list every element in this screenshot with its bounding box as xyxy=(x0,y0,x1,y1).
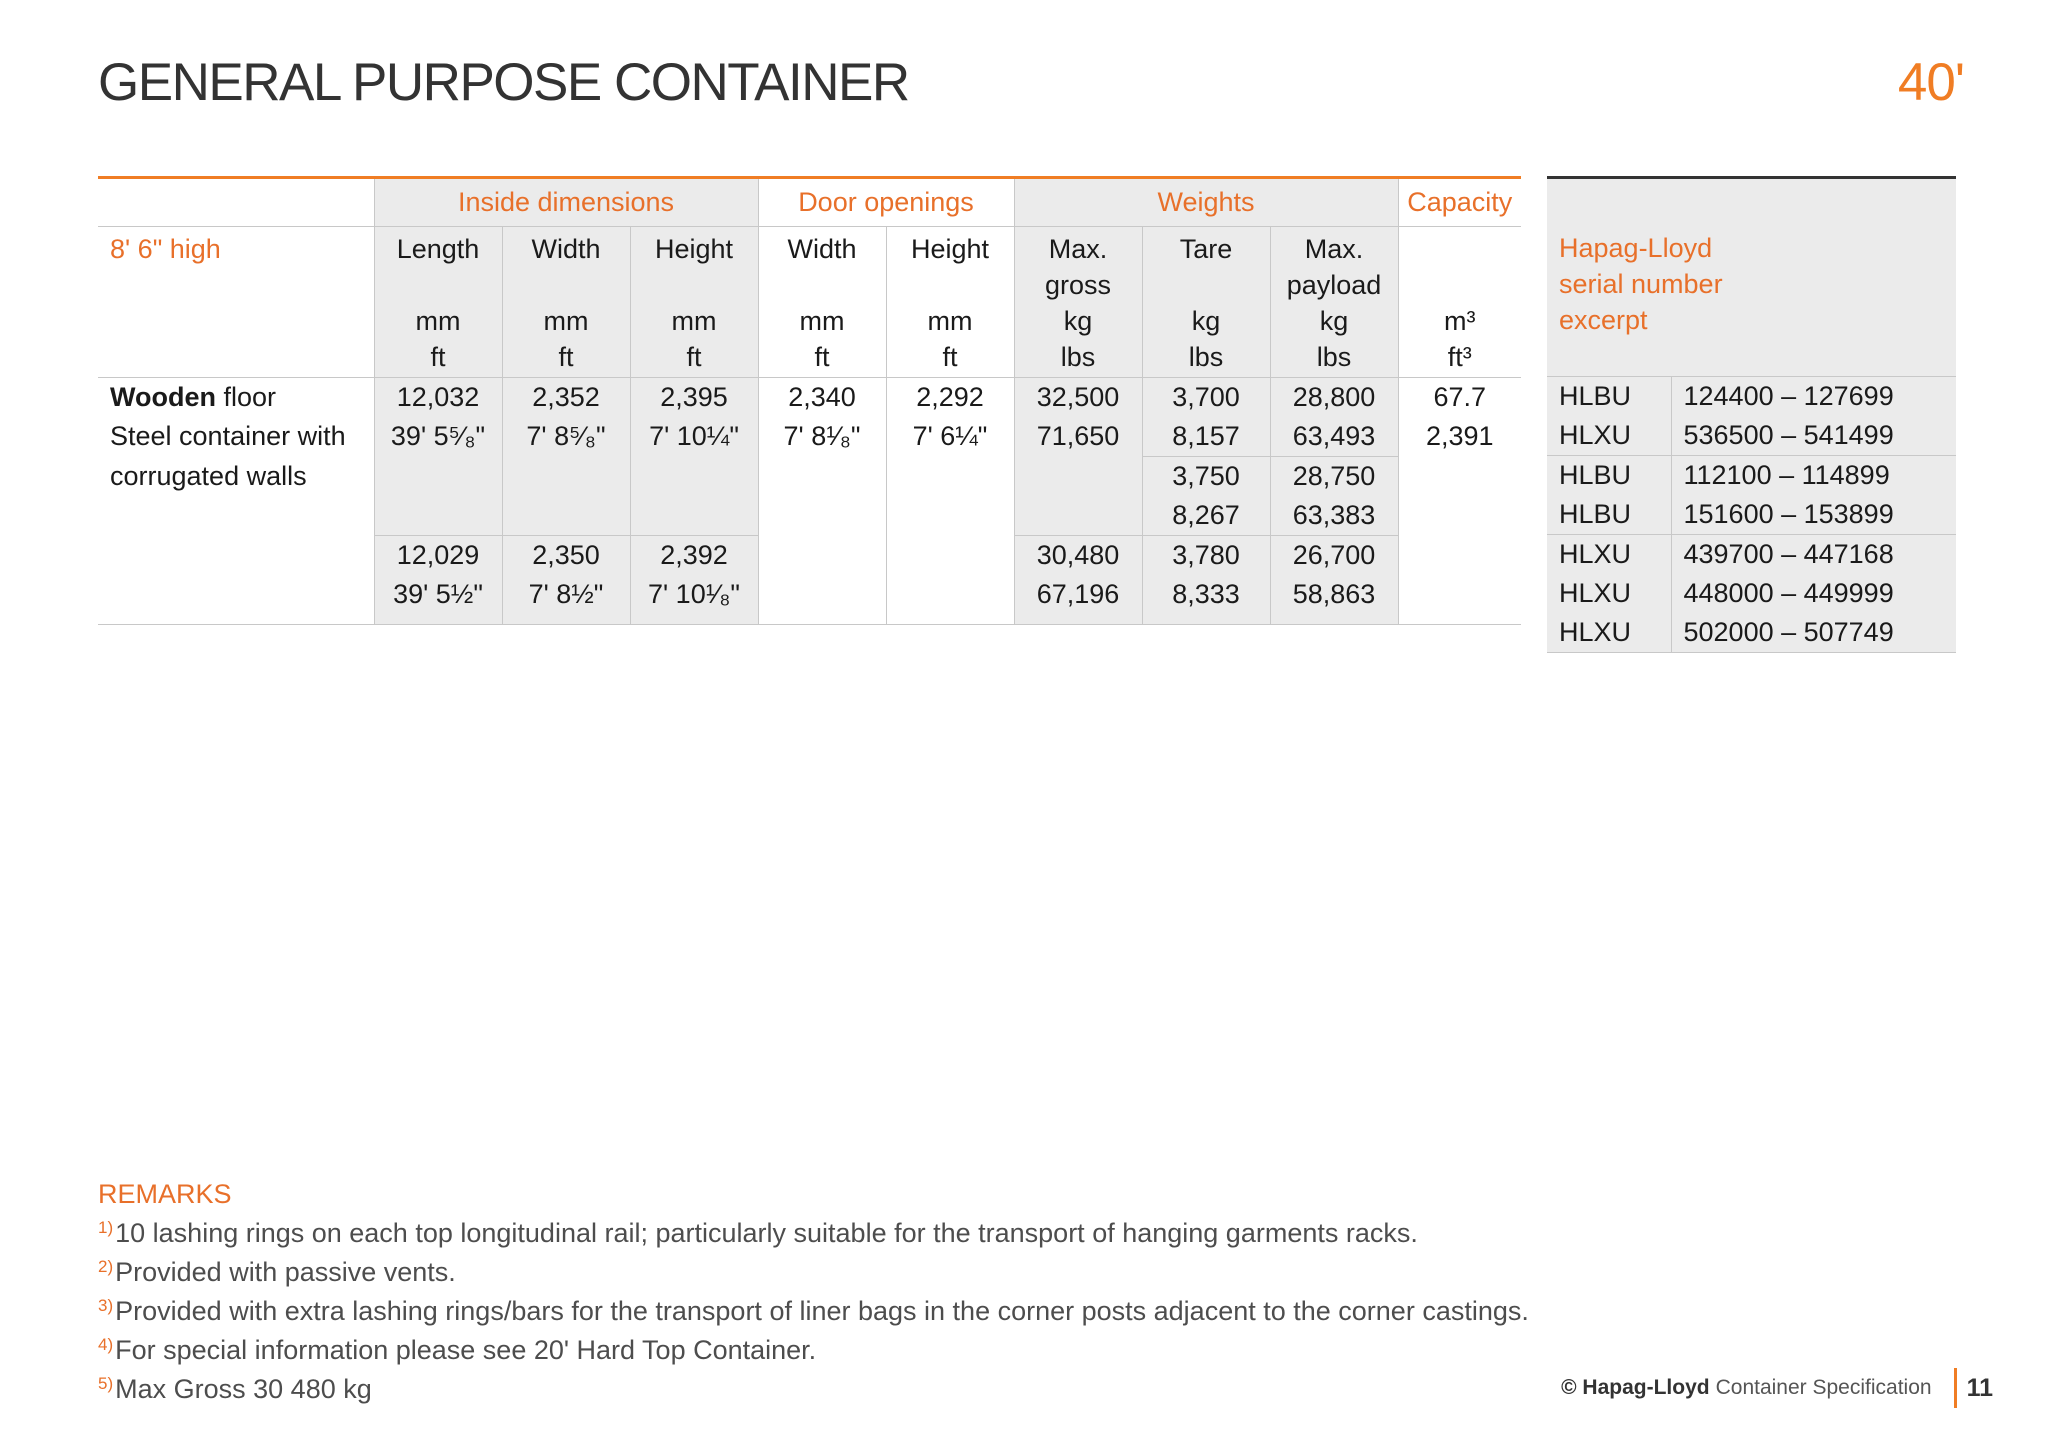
remark-item xyxy=(98,1211,1698,1250)
serial-prefix: HLBU xyxy=(1547,377,1671,417)
cell-payload-lbs: 58,863 xyxy=(1270,575,1398,625)
serial-prefix: HLXU xyxy=(1547,613,1671,653)
unit-label: mm xyxy=(543,306,589,336)
serial-heading-line: excerpt xyxy=(1559,305,1648,335)
remark-number: 4) xyxy=(98,1335,114,1354)
cell-width-ft: 7' 8⁵⁄₈" xyxy=(502,417,630,457)
cell-door-height-ft: 7' 6¼" xyxy=(886,417,1014,457)
floor-type-bold: Wooden xyxy=(110,382,216,412)
col-max-gross xyxy=(1014,227,1142,378)
cell-tare-kg: 3,700 xyxy=(1142,378,1270,418)
col-door-height xyxy=(886,227,1014,378)
table-row xyxy=(98,417,1521,457)
unit-label: mm xyxy=(927,306,973,336)
remarks-section xyxy=(98,1178,1698,1406)
table-row xyxy=(98,378,1521,418)
remark-text: Provided with passive vents. xyxy=(115,1257,456,1287)
cell-door-width-ft: 7' 8¹⁄₈" xyxy=(758,417,886,457)
cell-max-gross-kg: 30,480 xyxy=(1014,536,1142,576)
col-door-width xyxy=(758,227,886,378)
col-label: Height xyxy=(910,234,990,264)
unit-label: kg xyxy=(1319,306,1349,336)
specification-table xyxy=(98,176,1521,625)
cell-capacity-ft3: 2,391 xyxy=(1398,417,1521,457)
cell-payload-kg: 28,750 xyxy=(1270,457,1398,497)
serial-prefix: HLBU xyxy=(1547,495,1671,535)
unit-label: mm xyxy=(671,306,717,336)
col-label: Length xyxy=(396,234,480,264)
remark-text: 10 lashing rings on each top longitudinal rail; particularly suitable for the transport of hanging garments racks. xyxy=(115,1218,1418,1248)
remark-text: Provided with extra lashing rings/bars for the transport of liner bags in the corner posts adjacent to the corner castings. xyxy=(115,1296,1529,1326)
serial-range: 448000 – 449999 xyxy=(1671,574,1956,613)
serial-prefix: HLXU xyxy=(1547,535,1671,575)
col-capacity xyxy=(1398,227,1521,378)
description-line: Steel container with xyxy=(110,421,346,451)
cell-capacity-m3: 67.7 xyxy=(1398,378,1521,418)
col-label: Height xyxy=(654,234,734,264)
page-footer xyxy=(1561,1368,1993,1408)
footer-divider xyxy=(1954,1368,1957,1408)
footer-brand: © Hapag-Lloyd xyxy=(1561,1376,1710,1399)
table-row xyxy=(98,575,1521,625)
col-label: Width xyxy=(787,234,857,264)
remark-number: 2) xyxy=(98,1257,114,1276)
serial-range: 536500 – 541499 xyxy=(1671,416,1956,456)
unit-label: kg xyxy=(1191,306,1221,336)
cell-length-mm: 12,029 xyxy=(374,536,502,576)
col-inside-height xyxy=(630,227,758,378)
col-label: gross xyxy=(1044,270,1112,300)
cell-payload-lbs: 63,493 xyxy=(1270,417,1398,457)
cell-height-mm: 2,392 xyxy=(630,536,758,576)
col-inside-width xyxy=(502,227,630,378)
cell-length-ft: 39' 5½" xyxy=(374,575,502,625)
group-door-openings: Door openings xyxy=(758,178,1014,227)
group-inside-dimensions: Inside dimensions xyxy=(374,178,758,227)
unit-label: m³ xyxy=(1444,306,1476,336)
serial-prefix: HLBU xyxy=(1547,456,1671,496)
cell-payload-kg: 26,700 xyxy=(1270,536,1398,576)
floor-type-rest: floor xyxy=(215,382,277,412)
container-size-tag: 40' xyxy=(1897,53,1964,112)
unit-label: ft xyxy=(558,342,574,372)
cell-tare-kg: 3,750 xyxy=(1142,457,1270,497)
cell-max-gross-lbs: 71,650 xyxy=(1014,417,1142,457)
serial-heading-line: serial number xyxy=(1559,269,1723,299)
page-number: 11 xyxy=(1966,1373,1993,1402)
header-blank-cell xyxy=(98,178,374,227)
remark-item xyxy=(98,1328,1698,1367)
col-label: Width xyxy=(531,234,601,264)
group-weights: Weights xyxy=(1014,178,1398,227)
cell-payload-kg: 28,800 xyxy=(1270,378,1398,418)
serial-range: 151600 – 153899 xyxy=(1671,495,1956,535)
serial-number-table xyxy=(1547,176,1956,653)
cell-tare-lbs: 8,333 xyxy=(1142,575,1270,625)
cell-height-mm: 2,395 xyxy=(630,378,758,418)
column-header-row xyxy=(98,227,1521,378)
cell-length-ft: 39' 5⁵⁄₈" xyxy=(374,417,502,457)
cell-tare-kg: 3,780 xyxy=(1142,536,1270,576)
cell-tare-lbs: 8,157 xyxy=(1142,417,1270,457)
table-row xyxy=(98,457,1521,497)
remarks-title: REMARKS xyxy=(98,1179,232,1209)
unit-label: ft xyxy=(814,342,830,372)
serial-row xyxy=(1547,613,1956,653)
col-label: Tare xyxy=(1179,234,1233,264)
cell-door-height-mm: 2,292 xyxy=(886,378,1014,418)
serial-row xyxy=(1547,574,1956,613)
cell-width-ft: 7' 8½" xyxy=(502,575,630,625)
unit-label: ft xyxy=(430,342,446,372)
serial-range: 112100 – 114899 xyxy=(1671,456,1956,496)
cell-max-gross-kg: 32,500 xyxy=(1014,378,1142,418)
serial-row xyxy=(1547,495,1956,535)
unit-label: kg xyxy=(1063,306,1093,336)
serial-row xyxy=(1547,535,1956,575)
serial-heading-line: Hapag-Lloyd xyxy=(1559,233,1713,263)
remark-number: 3) xyxy=(98,1296,114,1315)
cell-door-width-mm: 2,340 xyxy=(758,378,886,418)
group-capacity: Capacity xyxy=(1398,178,1521,227)
col-label: payload xyxy=(1286,270,1382,300)
remark-number: 5) xyxy=(98,1374,114,1393)
unit-label: mm xyxy=(799,306,845,336)
serial-row xyxy=(1547,456,1956,496)
cell-tare-lbs: 8,267 xyxy=(1142,496,1270,536)
description-line: corrugated walls xyxy=(110,460,307,491)
serial-range: 124400 – 127699 xyxy=(1671,377,1956,417)
serial-range: 502000 – 507749 xyxy=(1671,613,1956,653)
serial-row xyxy=(1547,377,1956,417)
unit-label: ft³ xyxy=(1447,342,1472,372)
cell-max-gross-lbs: 67,196 xyxy=(1014,575,1142,625)
remark-item xyxy=(98,1289,1698,1328)
unit-label: lbs xyxy=(1060,342,1096,372)
table-row xyxy=(98,496,1521,536)
cell-width-mm: 2,352 xyxy=(502,378,630,418)
serial-row xyxy=(1547,416,1956,456)
remark-text: Max Gross 30 480 kg xyxy=(115,1374,372,1404)
unit-label: ft xyxy=(942,342,958,372)
page-title: GENERAL PURPOSE CONTAINER xyxy=(98,53,909,112)
cell-width-mm: 2,350 xyxy=(502,536,630,576)
remark-item xyxy=(98,1250,1698,1289)
remark-item xyxy=(98,1367,1698,1406)
col-inside-length xyxy=(374,227,502,378)
remark-text: For special information please see 20' Hard Top Container. xyxy=(115,1335,817,1365)
unit-label: ft xyxy=(686,342,702,372)
unit-label: lbs xyxy=(1188,342,1224,372)
col-label: Max. xyxy=(1048,234,1108,264)
serial-prefix: HLXU xyxy=(1547,574,1671,613)
serial-prefix: HLXU xyxy=(1547,416,1671,456)
col-max-payload xyxy=(1270,227,1398,378)
unit-label: mm xyxy=(415,306,461,336)
col-label: Max. xyxy=(1304,234,1364,264)
cell-height-ft: 7' 10¼" xyxy=(630,417,758,457)
footer-doc-title: Container Specification xyxy=(1715,1376,1932,1399)
serial-range: 439700 – 447168 xyxy=(1671,535,1956,575)
cell-payload-lbs: 63,383 xyxy=(1270,496,1398,536)
cell-length-mm: 12,032 xyxy=(374,378,502,418)
col-tare xyxy=(1142,227,1270,378)
cell-height-ft: 7' 10¹⁄₈" xyxy=(630,575,758,625)
container-height-label: 8' 6" high xyxy=(98,227,374,378)
table-row xyxy=(98,536,1521,576)
remark-number: 1) xyxy=(98,1218,114,1237)
serial-heading xyxy=(1547,226,1956,377)
unit-label: lbs xyxy=(1316,342,1352,372)
description-line xyxy=(98,378,374,418)
group-header-row xyxy=(98,178,1521,227)
